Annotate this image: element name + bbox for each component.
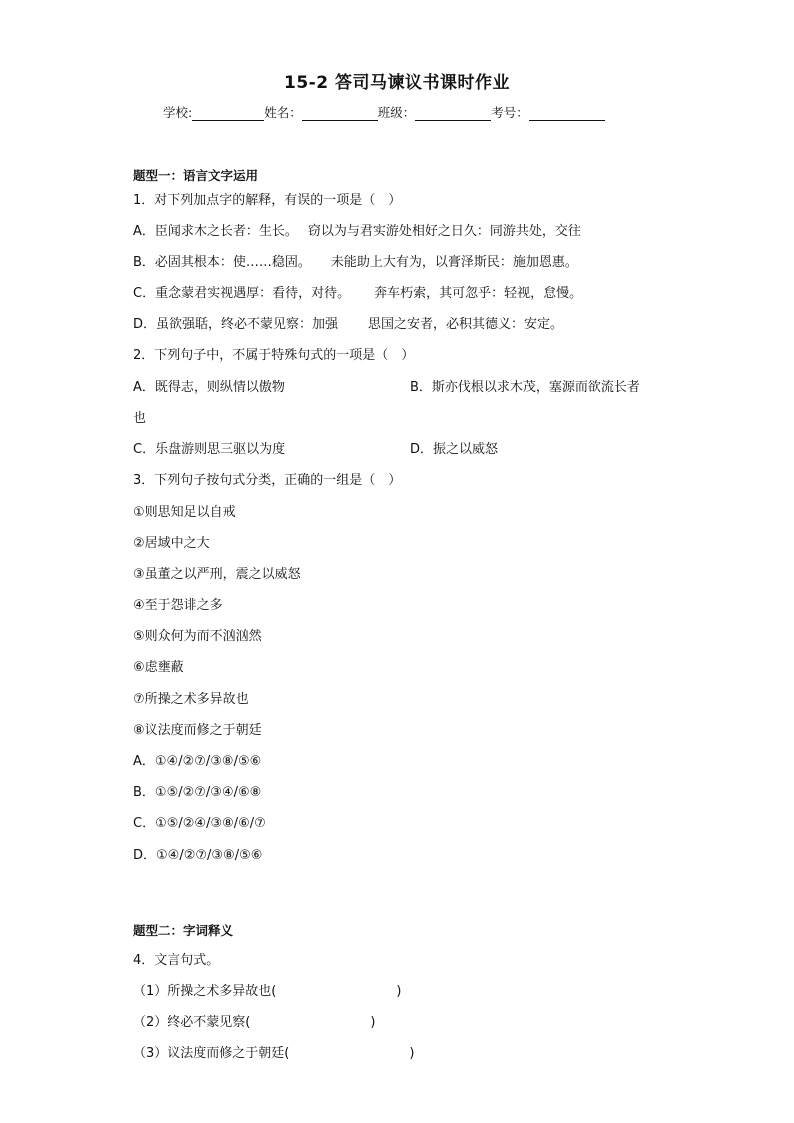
q1-option-d-part1: D．虽欲强聒，终必不蒙见察：加强 (133, 317, 339, 332)
q3-item: ⑥虑壅蔽 (133, 660, 184, 675)
close-paren: ) (396, 984, 402, 999)
q2-stem: 2．下列句子中，不属于特殊句式的一项是（ ） (133, 348, 415, 363)
q4-item-2 (133, 1015, 375, 1031)
close-paren: ) (370, 1015, 376, 1030)
q4-item-2-text: （2）终必不蒙见察( (133, 1015, 251, 1030)
q3-stem: 3．下列句子按句式分类，正确的一组是（ ） (133, 473, 402, 488)
q3-item: ⑧议法度而修之于朝廷 (133, 723, 262, 738)
q3-option-b: B．①⑤/②⑦/③④/⑥⑧ (133, 785, 262, 800)
q1-option-a-part1: A．臣闻求木之长者：生长。 (133, 224, 298, 239)
q1-option-b (133, 255, 578, 271)
q3-item: ④至于怨诽之多 (133, 598, 223, 613)
q1-option-c-part1: C．重念蒙君实视遇厚：看待，对待。 (133, 286, 351, 301)
q1-option-a (133, 224, 581, 240)
q2-option-a: A．既得志，则纵情以傲物 (133, 380, 285, 395)
q3-option-c: C．①⑤/②④/③⑧/⑥/⑦ (133, 816, 266, 831)
q3-item: ⑤则众何为而不汹汹然 (133, 629, 262, 644)
student-info-line (163, 103, 605, 121)
q1-option-b-part2: 未能助上大有为，以膏泽斯民：施加恩惠。 (330, 255, 578, 270)
class-blank[interactable] (415, 106, 491, 121)
q3-item: ①则思知足以自戒 (133, 505, 236, 520)
q3-option-d: D．①④/②⑦/③⑧/⑤⑥ (133, 848, 263, 863)
q1-stem: 1．对下列加点字的解释，有误的一项是（ ） (133, 193, 402, 208)
q3-option-a: A．①④/②⑦/③⑧/⑤⑥ (133, 754, 262, 769)
school-label: 学校: (163, 105, 193, 120)
q3-item: ⑦所操之术多异故也 (133, 692, 249, 707)
section-heading-1: 题型一：语言文字运用 (133, 168, 259, 183)
q1-option-c (133, 286, 582, 302)
q2-option-d: D．振之以威怒 (410, 442, 499, 457)
exam-no-blank[interactable] (529, 106, 605, 121)
q2-option-b-continued: 也 (133, 411, 147, 426)
q3-item: ②居域中之大 (133, 536, 210, 551)
name-blank[interactable] (302, 106, 378, 121)
q4-stem: 4．文言句式。 (133, 953, 220, 968)
document-title: 15-2 答司马谏议书课时作业 (284, 73, 510, 93)
school-blank[interactable] (192, 106, 264, 121)
q2-option-c: C．乐盘游则思三驱以为度 (133, 442, 286, 457)
q4-item-3-text: （3）议法度而修之于朝廷( (133, 1046, 290, 1061)
q1-option-a-part2: 窃以为与君实游处相好之日久：同游共处，交往 (307, 224, 581, 239)
q4-item-1-text: （1）所操之术多异故也( (133, 984, 277, 999)
q1-option-d-part2: 思国之安者，必积其德义：安定。 (368, 317, 564, 332)
q1-option-b-part1: B．必固其根本：使……稳固。 (133, 255, 311, 270)
section-heading-2: 题型二：字词释义 (133, 923, 234, 938)
q3-item: ③虽董之以严刑，震之以威怒 (133, 567, 301, 582)
exam-no-label: 考号： (491, 105, 529, 120)
q4-item-1 (133, 984, 401, 1000)
close-paren: ) (409, 1046, 415, 1061)
name-label: 姓名： (264, 105, 302, 120)
q1-option-c-part2: 奔车朽索，其可忽乎：轻视，怠慢。 (374, 286, 583, 301)
q2-option-b: B．斯亦伐根以求木茂，塞源而欲流长者 (410, 380, 640, 395)
q1-option-d (133, 317, 563, 333)
class-label: 班级： (377, 105, 416, 120)
q4-item-3 (133, 1046, 414, 1062)
